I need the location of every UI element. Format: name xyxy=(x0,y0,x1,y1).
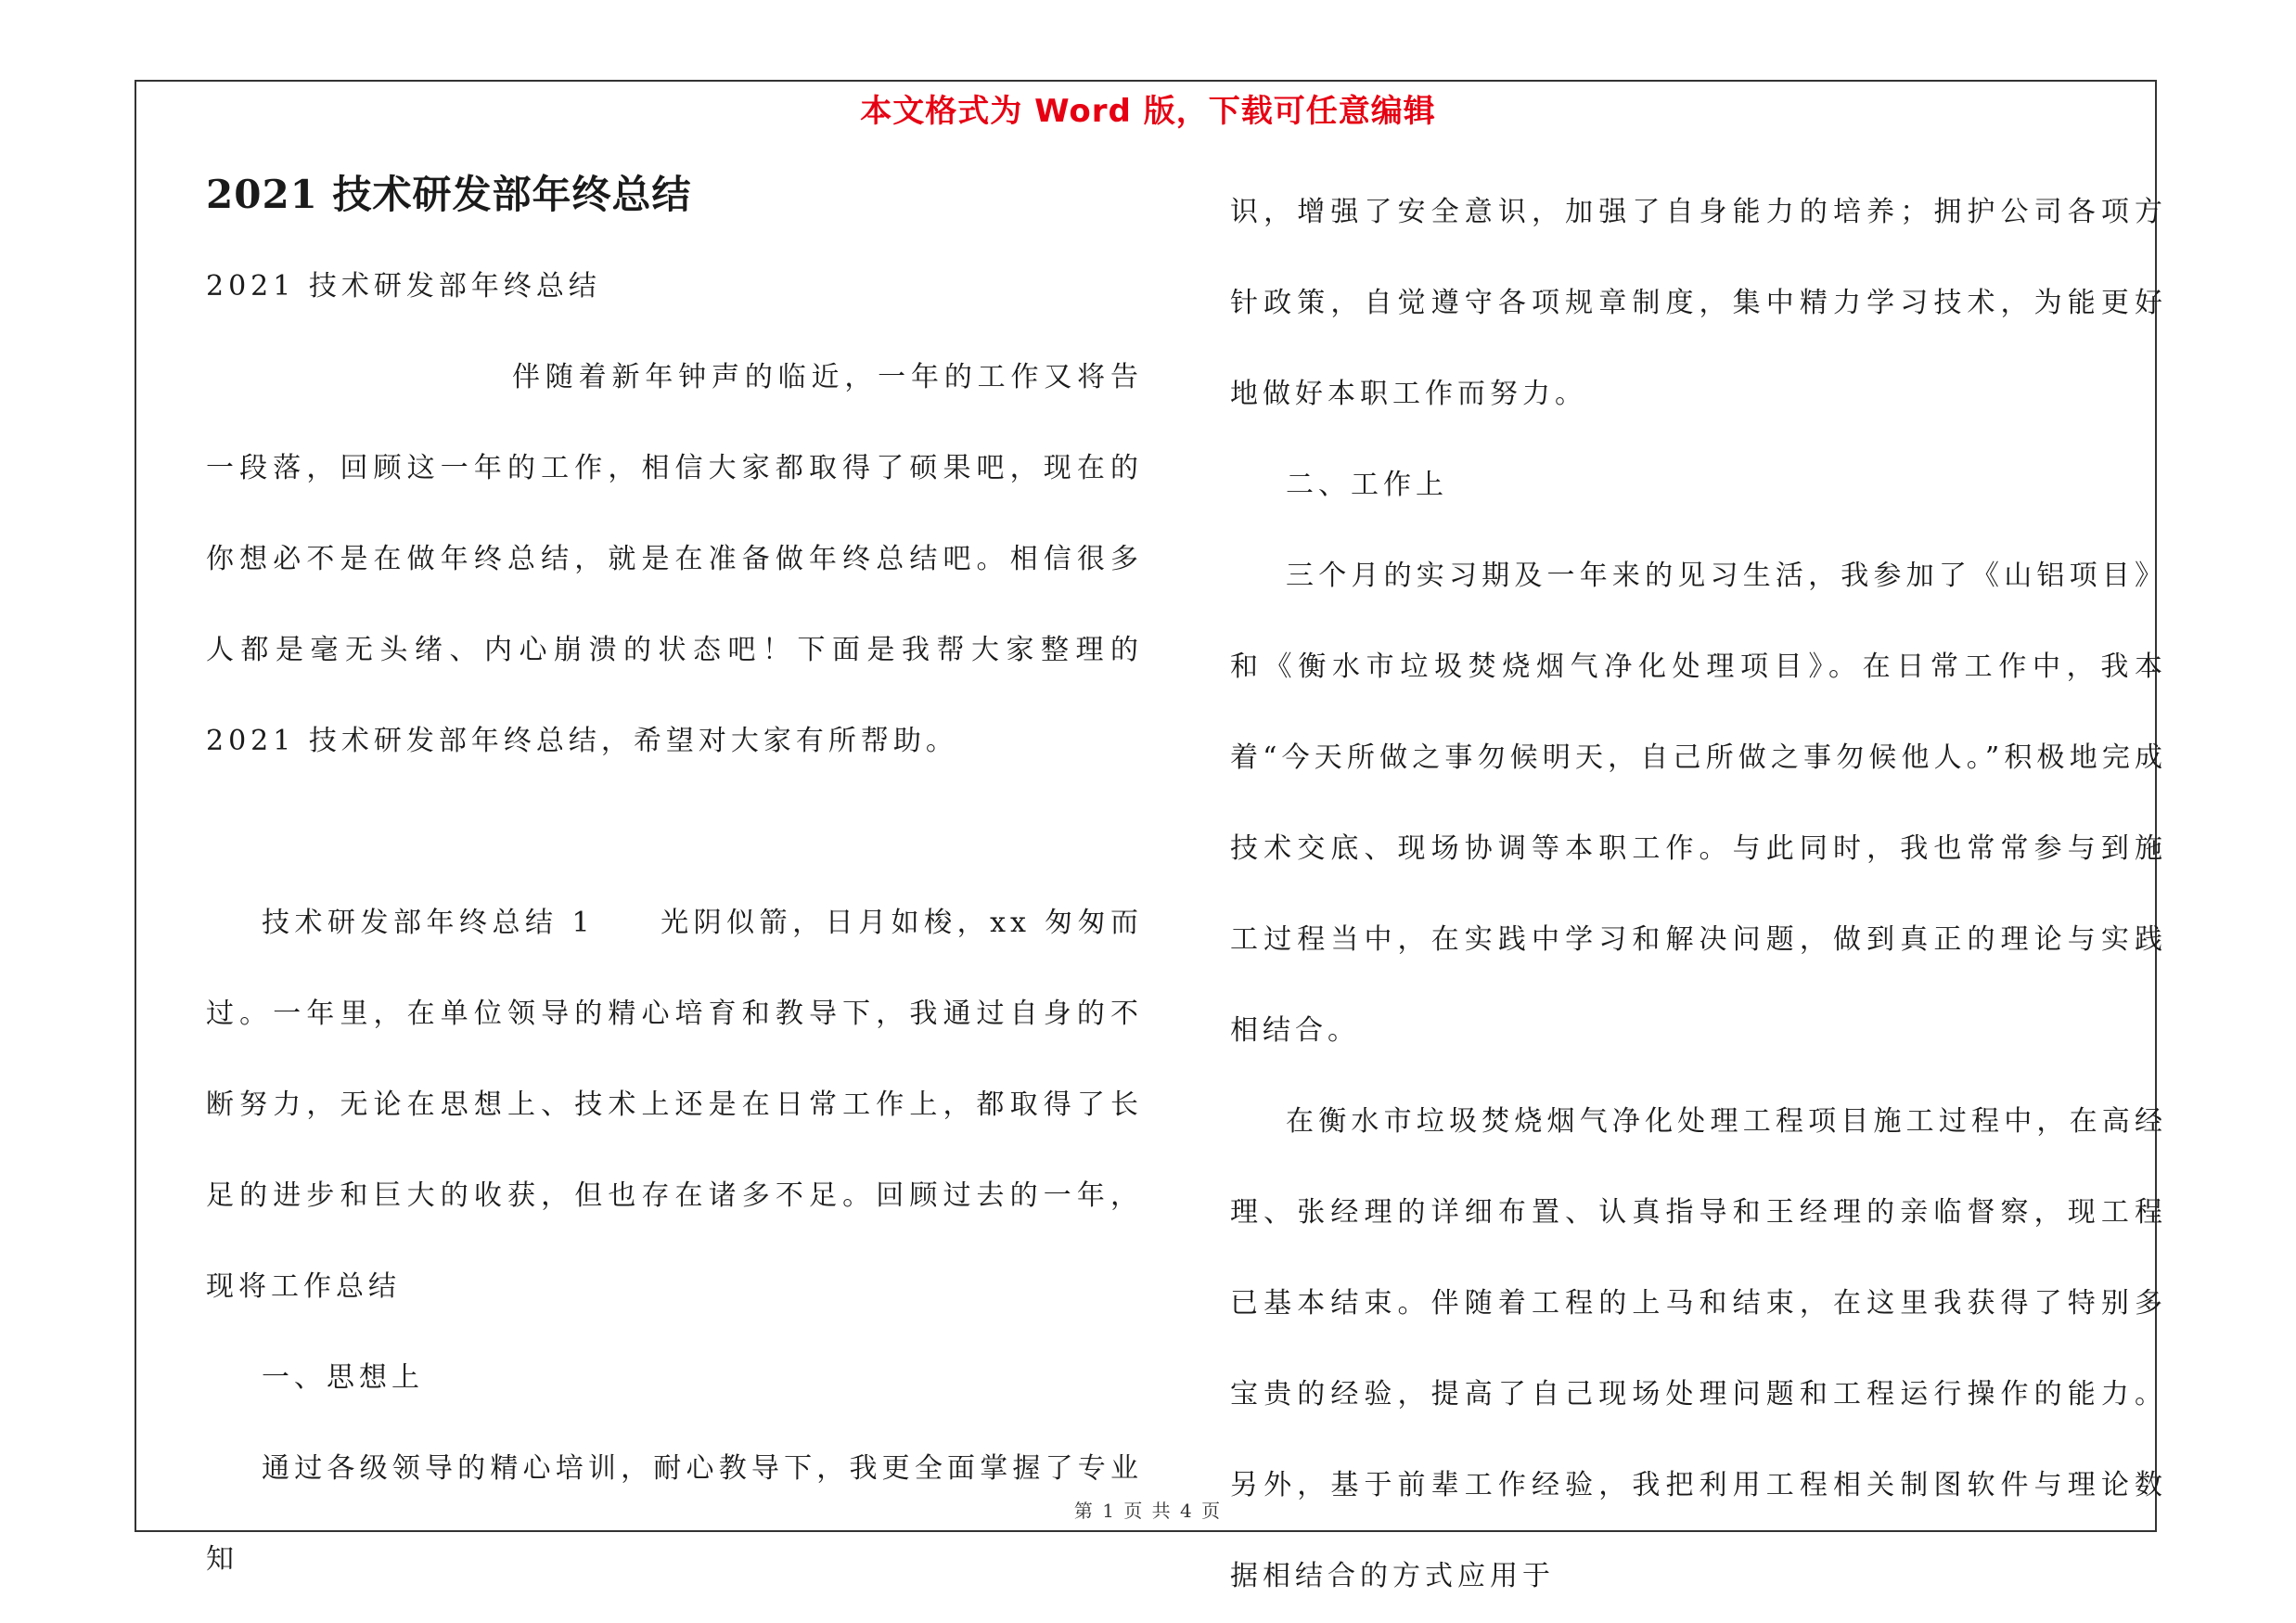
editable-notice-banner: 本文格式为 Word 版，下载可任意编辑 xyxy=(860,93,1436,130)
document-subtitle: 2021 技术研发部年终总结 xyxy=(206,270,601,303)
section-1-paragraph: 技术研发部年终总结 1 光阴似箭，日月如梭，xx 匆匆而过。一年里，在单位领导的精心培育和教导下，我通过自身的不断努力，无论在思想上、技术上还是在日常工作上，都取得了长足的进步和巨大的收获，但也存在诸多不足。回顾过去的一年，现将工作总结 xyxy=(206,907,1143,1303)
right-column xyxy=(1230,167,2167,1592)
intro-paragraph: 伴随着新年钟声的临近，一年的工作又将告一段落，回顾这一年的工作，相信大家都取得了硕果吧，现在的你想必不是在做年终总结，就是在准备做年终总结吧。相信很多人都是毫无头绪、内心崩溃的状态吧！下面是我帮大家整理的 2021 技术研发部年终总结，希望对大家有所帮助。 xyxy=(206,361,1143,757)
left-column xyxy=(206,148,1143,1576)
heading-thought: 一、思想上 xyxy=(262,1361,424,1394)
document-title: 2021 技术研发部年终总结 xyxy=(206,172,692,217)
heading-work: 二、工作上 xyxy=(1286,469,1448,501)
page-number-footer: 第 1 页 共 4 页 xyxy=(1073,1500,1223,1522)
thought-paragraph: 通过各级领导的精心培训，耐心教导下，我更全面掌握了专业知 xyxy=(206,1452,1143,1576)
work-paragraph-1: 三个月的实习期及一年来的见习生活，我参加了《山铝项目》和《衡水市垃圾焚烧烟气净化处理项目》。在日常工作中，我本着“今天所做之事勿候明天，自己所做之事勿候他人。”积极地完成技术交底、现场协调等本职工作。与此同时，我也常常参与到施工过程当中，在实践中学习和解决问题，做到真正的理论与实践相结合。 xyxy=(1230,560,2167,1047)
paragraph-gap xyxy=(206,787,1143,878)
work-paragraph-2: 在衡水市垃圾焚烧烟气净化处理工程项目施工过程中，在高经理、张经理的详细布置、认真指导和王经理的亲临督察，现工程已基本结束。伴随着工程的上马和结束，在这里我获得了特别多宝贵的经验，提高了自己现场处理问题和工程运行操作的能力。另外，基于前辈工作经验，我把利用工程相关制图软件与理论数据相结合的方式应用于 xyxy=(1230,1105,2167,1592)
thought-paragraph-continued: 识，增强了安全意识，加强了自身能力的培养；拥护公司各项方针政策，自觉遵守各项规章制度，集中精力学习技术，为能更好地做好本职工作而努力。 xyxy=(1230,196,2167,410)
